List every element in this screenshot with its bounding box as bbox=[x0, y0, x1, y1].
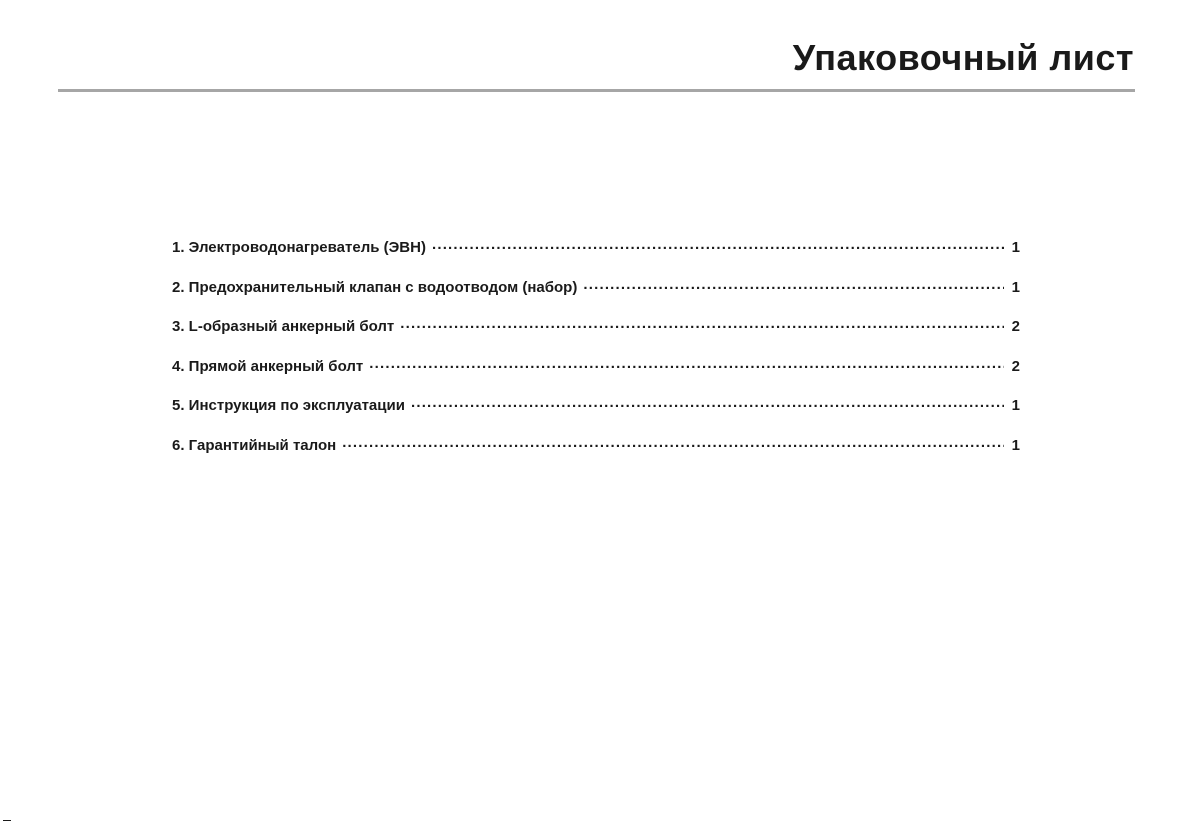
corner-mark bbox=[3, 820, 11, 821]
list-item bbox=[172, 395, 1020, 435]
item-name: 2. Предохранительный клапан с водоотводом (набор) bbox=[172, 278, 578, 296]
dot-leader bbox=[432, 237, 1004, 252]
item-name: 5. Инструкция по эксплуатации bbox=[172, 397, 405, 414]
item-name: 3. L-образный анкерный болт bbox=[172, 318, 395, 335]
item-name: 1. Электроводонагреватель (ЭВН) bbox=[172, 239, 426, 256]
packing-list bbox=[172, 237, 1020, 474]
item-quantity: 2 bbox=[1011, 357, 1020, 375]
item-quantity: 1 bbox=[1011, 278, 1020, 296]
dot-leader bbox=[342, 435, 1004, 450]
dot-leader bbox=[400, 316, 1004, 331]
title-divider bbox=[58, 89, 1135, 92]
list-item bbox=[172, 316, 1020, 356]
item-name: 4. Прямой анкерный болт bbox=[172, 357, 364, 375]
item-quantity: 1 bbox=[1011, 397, 1020, 414]
item-quantity: 1 bbox=[1011, 436, 1020, 454]
list-item bbox=[172, 435, 1020, 475]
list-item bbox=[172, 237, 1020, 277]
dot-leader bbox=[369, 356, 1004, 371]
dot-leader bbox=[411, 395, 1004, 410]
item-name: 6. Гарантийный талон bbox=[172, 436, 337, 454]
item-quantity: 1 bbox=[1011, 239, 1020, 256]
list-item bbox=[172, 277, 1020, 317]
list-item bbox=[172, 356, 1020, 396]
item-quantity: 2 bbox=[1011, 318, 1020, 335]
dot-leader bbox=[583, 277, 1004, 292]
page-title: Упаковочный лист bbox=[792, 37, 1134, 78]
